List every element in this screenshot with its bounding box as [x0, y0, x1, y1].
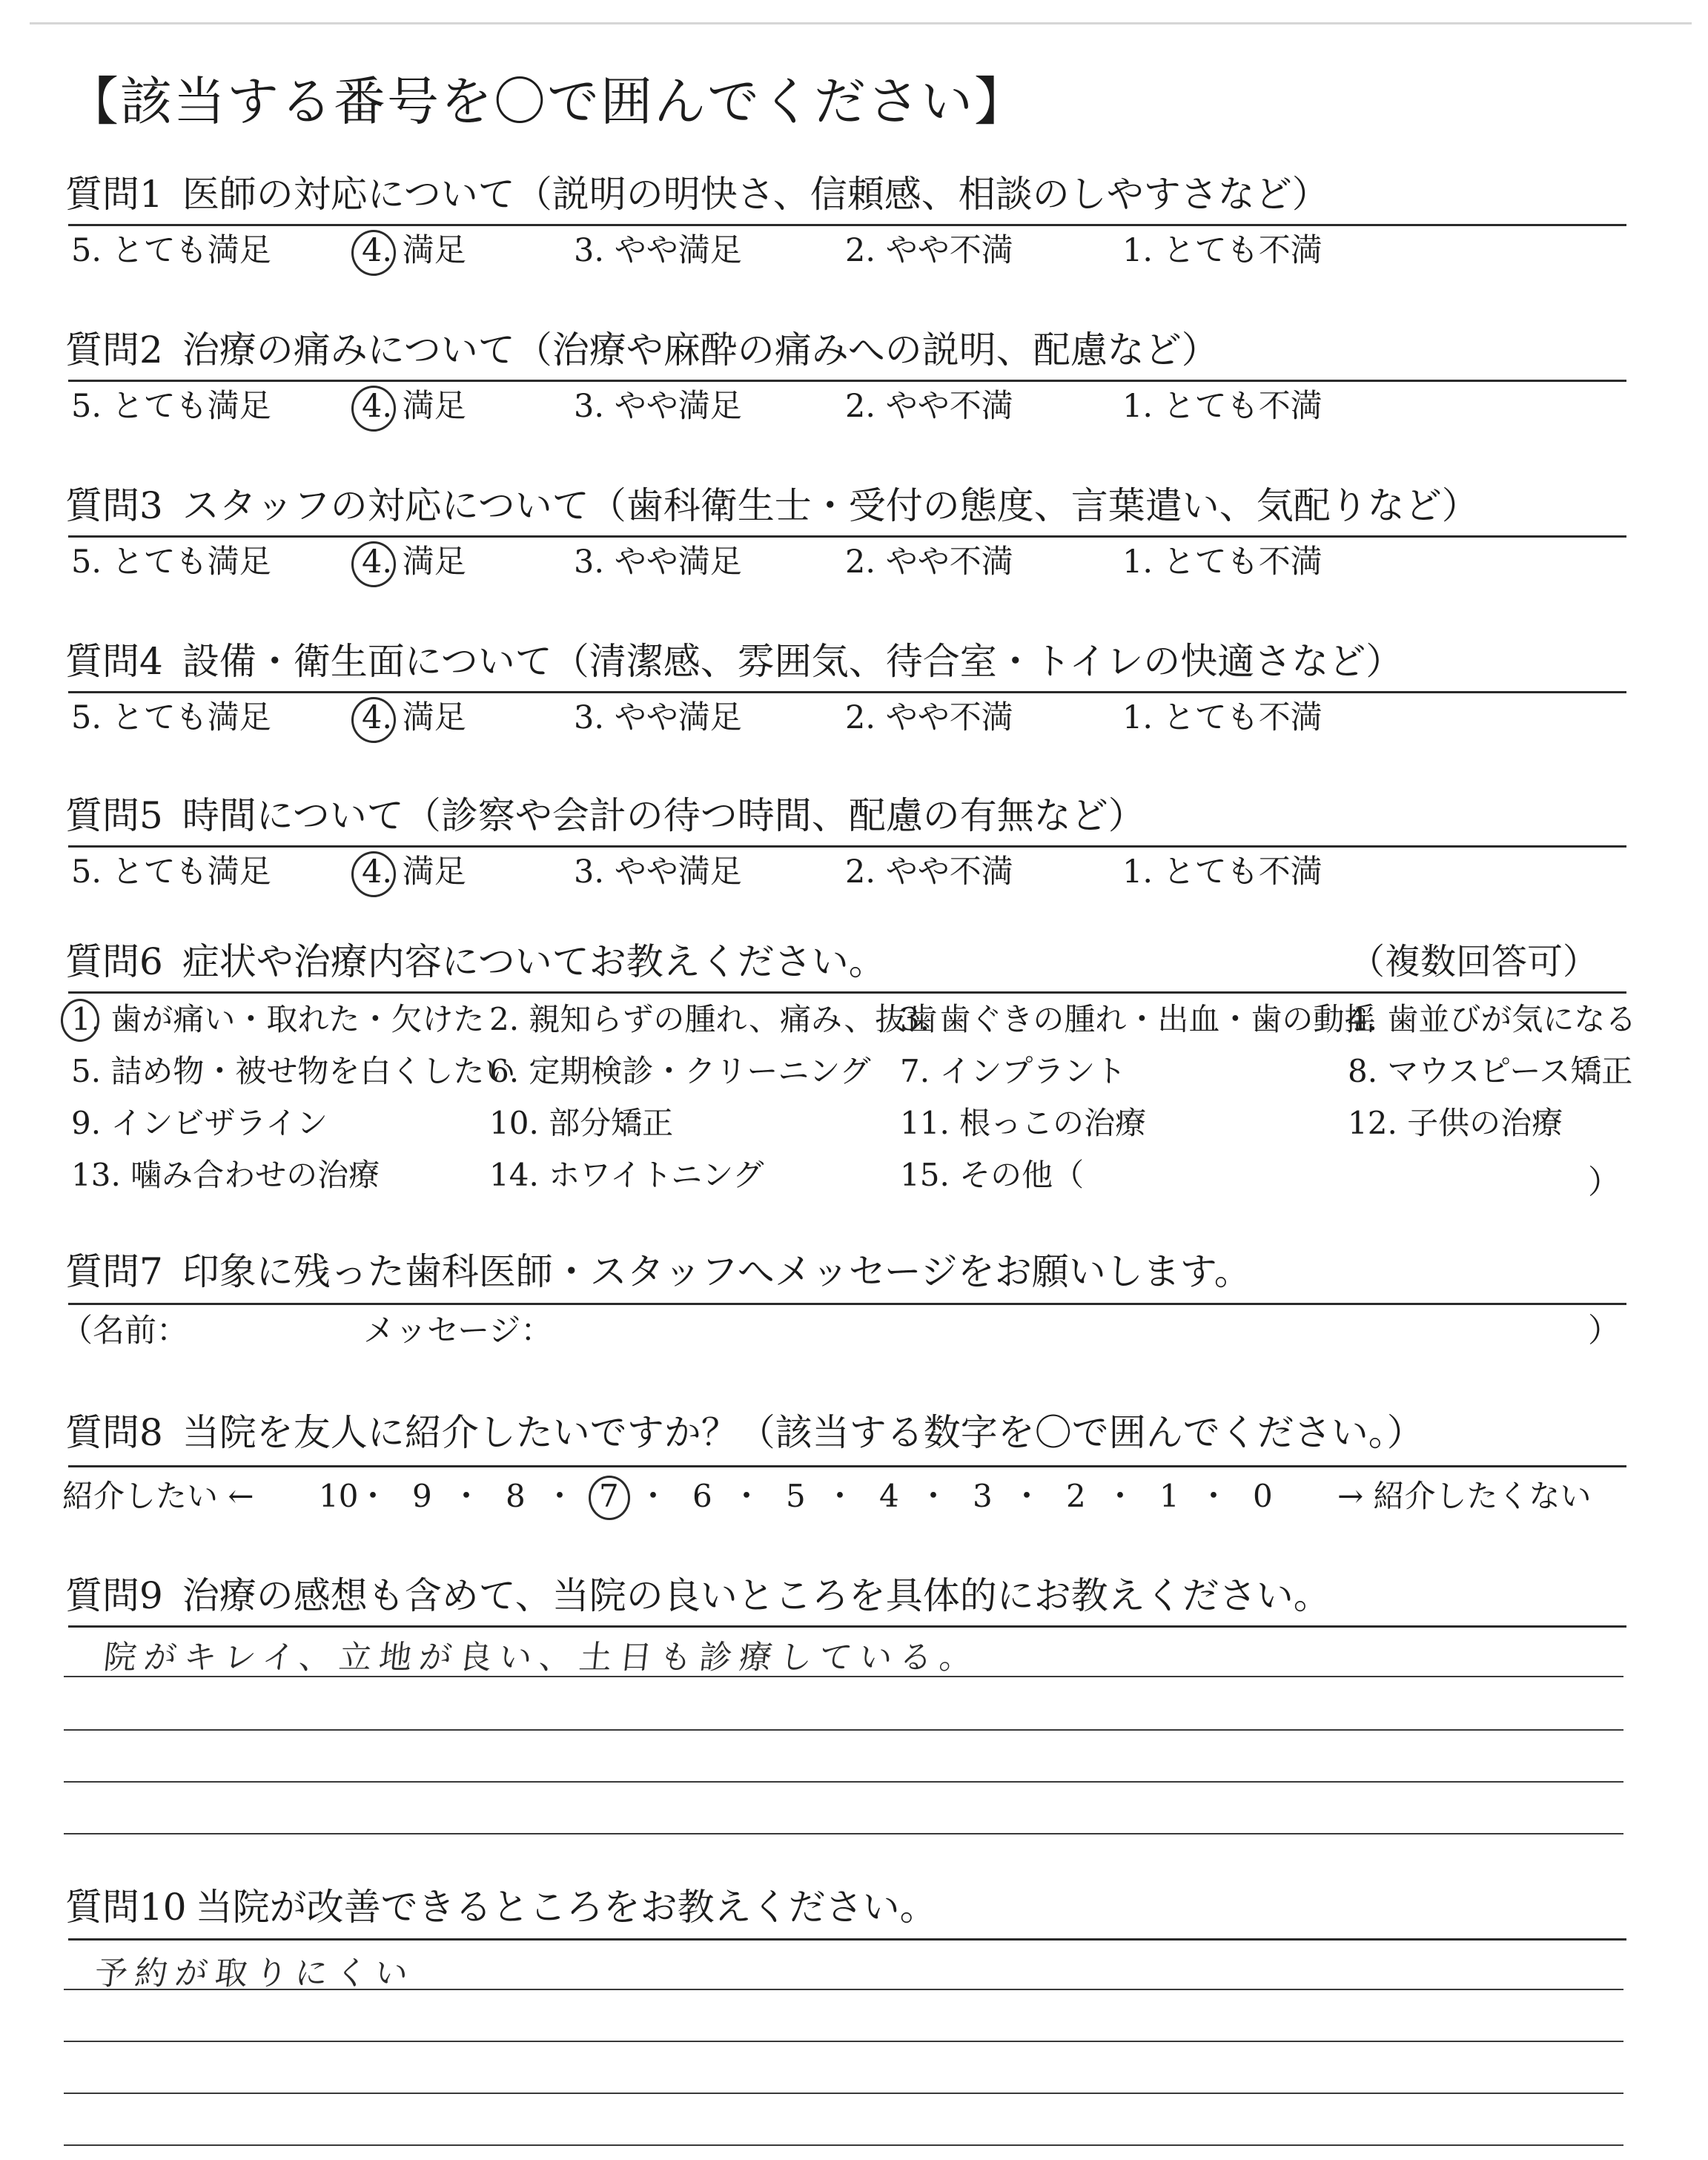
symptom-option[interactable]: 6. 定期検診・クリーニング: [489, 1053, 871, 1089]
selection-circle: [61, 999, 99, 1042]
question-text: 印象に残った歯科医師・スタッフへメッセージをお願いします。: [182, 1250, 1251, 1293]
answer-line: [64, 2093, 1623, 2094]
selection-circle: [351, 230, 396, 276]
rating-option[interactable]: 1. とても不満: [1122, 232, 1323, 269]
answer-line: [64, 1989, 1623, 1990]
rating-option[interactable]: 4. 満足: [362, 232, 466, 269]
rating-option[interactable]: 4. 満足: [362, 388, 466, 425]
rating-option[interactable]: 1. とても不満: [1122, 699, 1323, 736]
scale-value[interactable]: 3: [973, 1478, 993, 1514]
scale-separator: ・: [451, 1478, 483, 1514]
rating-option[interactable]: 5. とても満足: [71, 544, 271, 581]
scale-value[interactable]: 10: [319, 1478, 359, 1514]
symptom-option[interactable]: 3. 歯ぐきの腫れ・出血・歯の動揺: [900, 1001, 1376, 1037]
question-number: 質問7: [65, 1250, 163, 1293]
scale-value[interactable]: 2: [1066, 1478, 1086, 1514]
rating-option[interactable]: 2. やや不満: [845, 232, 1013, 269]
name-label: （名前：: [61, 1312, 188, 1350]
handwritten-answer-9: 院がキレイ、立地が良い、土日も診療している。: [102, 1639, 982, 1677]
answer-line: [64, 2144, 1623, 2146]
question-text: 医師の対応について（説明の明快さ、信頼感、相談のしやすさなど）: [182, 173, 1329, 216]
symptom-option[interactable]: 10. 部分矯正: [489, 1105, 674, 1141]
question-5-title: [65, 792, 1145, 839]
question-number: 質問8: [65, 1411, 163, 1454]
question-10-title: [65, 1883, 937, 1931]
question-2-title: [65, 326, 1219, 374]
answer-line: [64, 1833, 1623, 1834]
question-number: 質問9: [65, 1574, 163, 1617]
symptom-option[interactable]: 5. 詰め物・被せ物を白くしたい: [71, 1053, 516, 1089]
question-number: 質問1: [65, 173, 163, 216]
rating-option[interactable]: 3. やや満足: [574, 699, 742, 736]
question-8-title: [65, 1409, 1424, 1456]
rating-option[interactable]: 5. とても満足: [71, 853, 271, 891]
rating-option[interactable]: 4. 満足: [362, 544, 466, 581]
scale-separator: ・: [918, 1478, 950, 1514]
recommend-right-label: → 紹介したくない: [1337, 1478, 1592, 1514]
symptom-option[interactable]: 12. 子供の治療: [1348, 1105, 1563, 1141]
handwritten-answer-10: 予約が取りにくい: [93, 1955, 417, 1992]
symptom-option[interactable]: 7. インプラント: [900, 1053, 1127, 1089]
symptom-option[interactable]: 15. その他（: [900, 1157, 1085, 1193]
scale-separator: ・: [357, 1478, 389, 1514]
page-heading: 【該当する番号を〇で囲んでください】: [67, 71, 1027, 132]
rating-option[interactable]: 3. やや満足: [574, 544, 742, 581]
recommend-left-label: 紹介したい ←: [62, 1478, 254, 1514]
rating-option[interactable]: 4. 満足: [362, 699, 466, 736]
selection-circle: [351, 386, 396, 432]
question-number: 質問4: [65, 640, 163, 683]
question-number: 質問10: [65, 1886, 187, 1929]
selection-circle: [351, 851, 396, 897]
scale-value[interactable]: 4: [879, 1478, 899, 1514]
question-text: 設備・衛生面について（清潔感、雰囲気、待合室・トイレの快適さなど）: [182, 640, 1403, 683]
question-text: 時間について（診察や会計の待つ時間、配慮の有無など）: [182, 794, 1145, 837]
question-rule: [68, 224, 1626, 226]
question-number: 質問2: [65, 328, 163, 371]
rating-option[interactable]: 5. とても満足: [71, 388, 271, 425]
scale-separator: ・: [1105, 1478, 1136, 1514]
message-label: メッセージ：: [363, 1312, 553, 1350]
top-border: [30, 22, 1692, 24]
question-1-title: [65, 171, 1329, 218]
symptom-option[interactable]: 9. インビザライン: [71, 1105, 328, 1141]
rating-option[interactable]: 1. とても不満: [1122, 544, 1323, 581]
rating-option[interactable]: 3. やや満足: [574, 853, 742, 891]
scale-separator: ・: [638, 1478, 669, 1514]
question-7-title: [65, 1248, 1251, 1295]
rating-option[interactable]: 3. やや満足: [574, 388, 742, 425]
scale-value[interactable]: 1: [1159, 1478, 1179, 1514]
question-text: スタッフの対応について（歯科衛生士・受付の態度、言葉遣い、気配りなど）: [182, 484, 1479, 527]
scale-value[interactable]: 5: [786, 1478, 806, 1514]
question-text: 症状や治療内容についてお教えください。: [182, 940, 886, 983]
rating-option[interactable]: 2. やや不満: [845, 544, 1013, 581]
other-close-bracket: ）: [1588, 1163, 1621, 1201]
scale-value[interactable]: 9: [412, 1478, 432, 1514]
multiple-answers-note: （複数回答可）: [1348, 941, 1598, 982]
scale-value[interactable]: 0: [1253, 1478, 1273, 1514]
scale-value[interactable]: 7: [599, 1478, 619, 1514]
rating-option[interactable]: 1. とても不満: [1122, 853, 1323, 891]
symptom-option[interactable]: 4. 歯並びが気になる: [1348, 1001, 1637, 1037]
answer-line: [64, 1729, 1623, 1731]
symptom-option[interactable]: 14. ホワイトニング: [489, 1157, 764, 1193]
rating-option[interactable]: 3. やや満足: [574, 232, 742, 269]
question-4-title: [65, 638, 1403, 685]
question-number: 質問3: [65, 484, 163, 527]
symptom-option[interactable]: 13. 噛み合わせの治療: [71, 1157, 380, 1193]
question-text: 当院が改善できるところをお教えください。: [195, 1886, 937, 1929]
symptom-option[interactable]: 11. 根っこの治療: [900, 1105, 1147, 1141]
answer-line: [64, 2041, 1623, 2042]
scale-separator: ・: [544, 1478, 576, 1514]
message-close-bracket: ）: [1588, 1312, 1621, 1350]
scale-separator: ・: [1198, 1478, 1230, 1514]
question-number: 質問5: [65, 794, 163, 837]
question-8-rule: [68, 1465, 1626, 1467]
rating-option[interactable]: 4. 満足: [362, 853, 466, 891]
selection-circle: [589, 1476, 630, 1520]
answer-line: [64, 1781, 1623, 1783]
selection-circle: [351, 697, 396, 743]
question-rule: [68, 380, 1626, 382]
question-text: 当院を友人に紹介したいですか？（該当する数字を〇で囲んでください。）: [182, 1411, 1424, 1454]
question-rule: [68, 845, 1626, 848]
answer-line: [64, 1676, 1623, 1677]
symptom-option[interactable]: 1. 歯が痛い・取れた・欠けた: [71, 1001, 485, 1037]
question-9-rule: [68, 1625, 1626, 1628]
rating-option[interactable]: 1. とても不満: [1122, 388, 1323, 425]
question-number: 質問6: [65, 940, 163, 983]
scale-separator: ・: [1011, 1478, 1043, 1514]
symptom-option[interactable]: 2. 親知らずの腫れ、痛み、抜歯: [489, 1001, 938, 1037]
question-rule: [68, 691, 1626, 693]
rating-option[interactable]: 2. やや不満: [845, 699, 1013, 736]
question-7-rule: [68, 1303, 1626, 1305]
scale-separator: ・: [824, 1478, 856, 1514]
rating-option[interactable]: 2. やや不満: [845, 388, 1013, 425]
question-rule: [68, 535, 1626, 538]
question-6-rule: [68, 991, 1626, 994]
question-text: 治療の感想も含めて、当院の良いところを具体的にお教えください。: [182, 1574, 1331, 1617]
selection-circle: [351, 541, 396, 587]
scale-separator: ・: [731, 1478, 763, 1514]
question-6-title: [65, 938, 886, 985]
question-10-rule: [68, 1938, 1626, 1941]
scale-value[interactable]: 8: [506, 1478, 526, 1514]
scale-value[interactable]: 6: [692, 1478, 712, 1514]
symptom-option[interactable]: 8. マウスピース矯正: [1348, 1053, 1633, 1089]
rating-option[interactable]: 5. とても満足: [71, 699, 271, 736]
question-9-title: [65, 1572, 1331, 1619]
question-3-title: [65, 482, 1479, 529]
rating-option[interactable]: 2. やや不満: [845, 853, 1013, 891]
question-text: 治療の痛みについて（治療や麻酔の痛みへの説明、配慮など）: [182, 328, 1219, 371]
rating-option[interactable]: 5. とても満足: [71, 232, 271, 269]
